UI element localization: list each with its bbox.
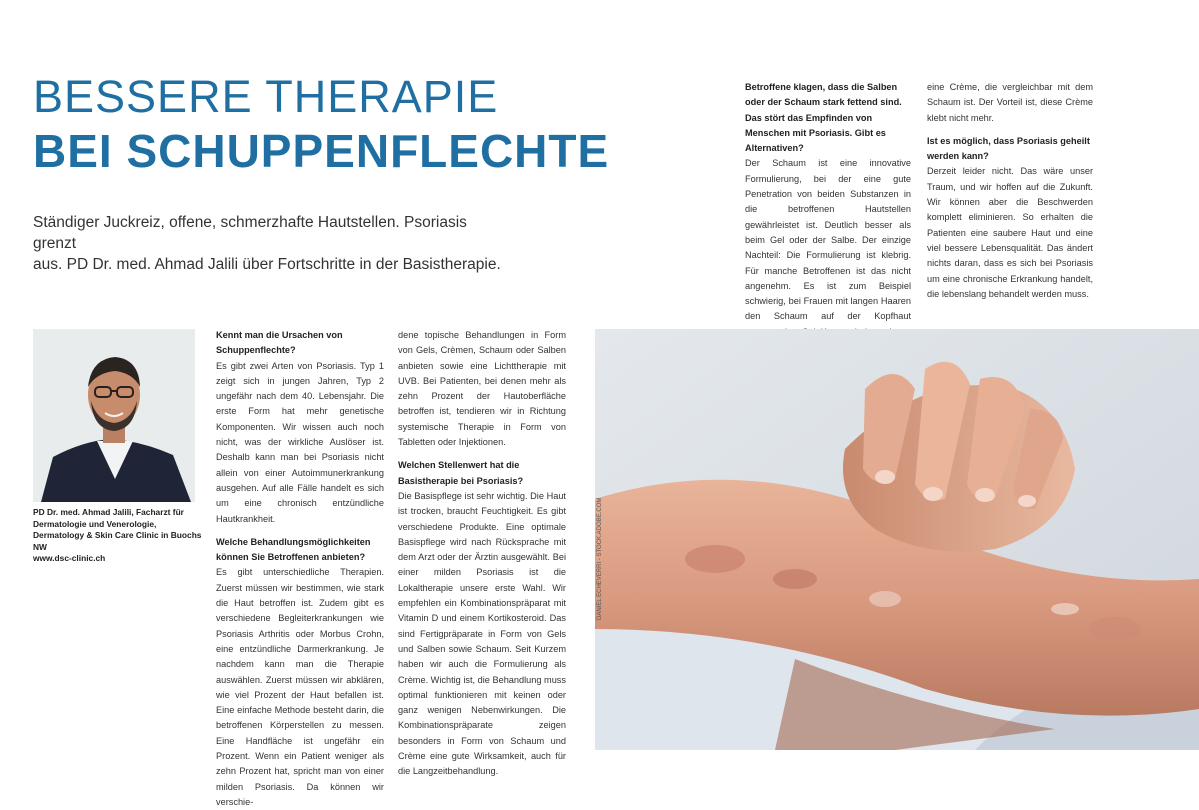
question-heading: Welchen Stellenwert hat die Basistherapie bei Psoriasis? bbox=[398, 460, 524, 486]
lead-line-2: aus. PD Dr. med. Ahmad Jalili über Fortschritte in der Basistherapie. bbox=[33, 256, 501, 273]
answer-paragraph: Es gibt zwei Arten von Psoriasis. Typ 1 zeigt sich in jungen Jahren, Typ 2 ungefähr nach dem 40. Lebensjahr. Die erste Form hat mehr genetische Komponenten. Wir wissen auch noch nicht, was der wirkliche Auslöser ist. Deshalb kann man bei Psoriasis nicht allein von einer Autoimmunerkrankung ausgehen. Auf alle Fälle handelt es sich um eine chronisch entzündliche Hautkrankheit. bbox=[216, 360, 384, 524]
answer-paragraph: eine Crème, die vergleichbar mit dem Schaum ist. Der Vorteil ist, diese Crème klebt nicht mehr. bbox=[927, 82, 1093, 123]
answer-paragraph: dene topische Behandlungen in Form von Gels, Crèmen, Schaum oder Salben anbieten sowie eine Lichttherapie mit UVB. Bei Patienten, bei denen mehr als zehn Prozent der Hautoberfläche betroffen ist, tendieren wir in Richtung systemische Therapie in Form von Tabletten oder Injektionen. bbox=[398, 330, 566, 448]
text-column-3 bbox=[745, 80, 911, 340]
question-heading: Betroffene klagen, dass die Salben oder der Schaum stark fettend sind. Das stört das Empfinden von Menschen mit Psoriasis. Gibt es Alternativen? bbox=[745, 82, 902, 154]
caption-line-1: PD Dr. med. Ahmad Jalili, Facharzt für bbox=[33, 507, 184, 517]
question-heading: Ist es möglich, dass Psoriasis geheilt werden kann? bbox=[927, 135, 1090, 162]
caption-link[interactable]: www.dsc-clinic.ch bbox=[33, 553, 106, 563]
answer-paragraph: Es gibt unterschiedliche Therapien. Zuerst müssen wir bestimmen, wie stark die Haut betroffen ist. Zudem gibt es verschiedene Begleiterkrankungen wie Psoriasis Arthritis oder Morbus Crohn, eine entzündliche Darmerkrankung. Je nachdem kann man die Therapie auswählen. Zuerst müssen wir abklären, wie viel Prozent der Haut befallen ist. Eine einfache Methode besteht darin, die betroffenen Körperstellen zu messen. Eine Handfläche ist ungefähr ein Prozent. Wenn ein Patient weniger als zehn Prozent hat, spricht man von einer milden Psoriasis. Da können wir verschie- bbox=[216, 567, 384, 807]
main-photo bbox=[595, 329, 1199, 750]
lead-paragraph bbox=[33, 212, 503, 275]
caption-line-3: Dermatology & Skin Care Clinic in Buochs NW bbox=[33, 530, 202, 552]
lead-line-1: Ständiger Juckreiz, offene, schmerzhafte Hautstellen. Psoriasis grenzt bbox=[33, 214, 467, 252]
text-column-1 bbox=[216, 328, 384, 810]
headline-line-1: BESSERE THERAPIE bbox=[33, 71, 499, 122]
answer-paragraph: Der Schaum ist eine innovative Formulierung, bei der eine gute Penetration von beiden Substanzen in die betroffenen Hautstellen gewährleistet ist. Deutlich besser als beim Gel oder der Salbe. Der einzige Nachteil: Die Formulierung ist klebrig. Für manche Betroffenen ist das nicht angenehm. Es ist zum Beispiel schwierig, bei Frauen mit langen Haaren den Schaum auf der Kopfhaut bbox=[745, 158, 911, 322]
answer-paragraph: Derzeit leider nicht. Das wäre unser Traum, und wir hoffen auf die Zukunft. Wir können aber die Beschwerden komplett eliminieren. So erhalten die Patienten eine saubere Haut und eine viel bessere Lebensqualität. Das ändert nichts daran, dass es sich bei Psoriasis um eine chronische Erkrankung handelt, die lebenslang behandelt werden muss. bbox=[927, 166, 1093, 299]
portrait-image bbox=[33, 329, 195, 502]
question-heading: Welche Behandlungsmöglichkeiten können Sie Betroffenen anbieten? bbox=[216, 536, 371, 563]
text-column-4 bbox=[927, 80, 1093, 302]
text-column-2 bbox=[398, 328, 566, 780]
question-heading: Kennt man die Ursachen von Schuppenflechte? bbox=[216, 330, 343, 356]
portrait-photo-doctor-icon bbox=[33, 329, 195, 502]
portrait-caption bbox=[33, 507, 203, 565]
caption-line-2: Dermatologie und Venerologie, bbox=[33, 518, 157, 529]
answer-paragraph: Die Basispflege ist sehr wichtig. Die Haut ist trocken, braucht Feuchtigkeit. Es gibt verschiedene Produkte. Eine optimale Basispflege wird nach Rücksprache mit dem Arzt oder der Ärztin ausgewählt. Bei einer milden Psoriasis ist die Lokaltherapie unsere erste Wahl. Wir empfehlen ein Kombinationspräparat mit Vitamin D und einem Kortikosteroid. Das sind Fertigpräparate in Form von Gels und Salben sowie Schaum. Seit Kurzem haben wir auch die Formulierung als Crème. Wichtig ist, die Behandlung muss optimal funktionieren mit keinen oder ganz wenigen Nebenwirkungen. Die Kombinationspräparate zeigen besonders in Form von Schaum und Crème eine gute Wirksamkeit, auch für die Langzeitbehandlung. bbox=[398, 490, 566, 777]
headline-line-2: BEI SCHUPPENFLECHTE bbox=[33, 125, 610, 177]
photo-credit: DANIEL ECHEVERRI - STOCK.ADOBE.COM bbox=[597, 497, 603, 620]
hand-scratching-arm-photo-icon bbox=[595, 329, 1199, 750]
